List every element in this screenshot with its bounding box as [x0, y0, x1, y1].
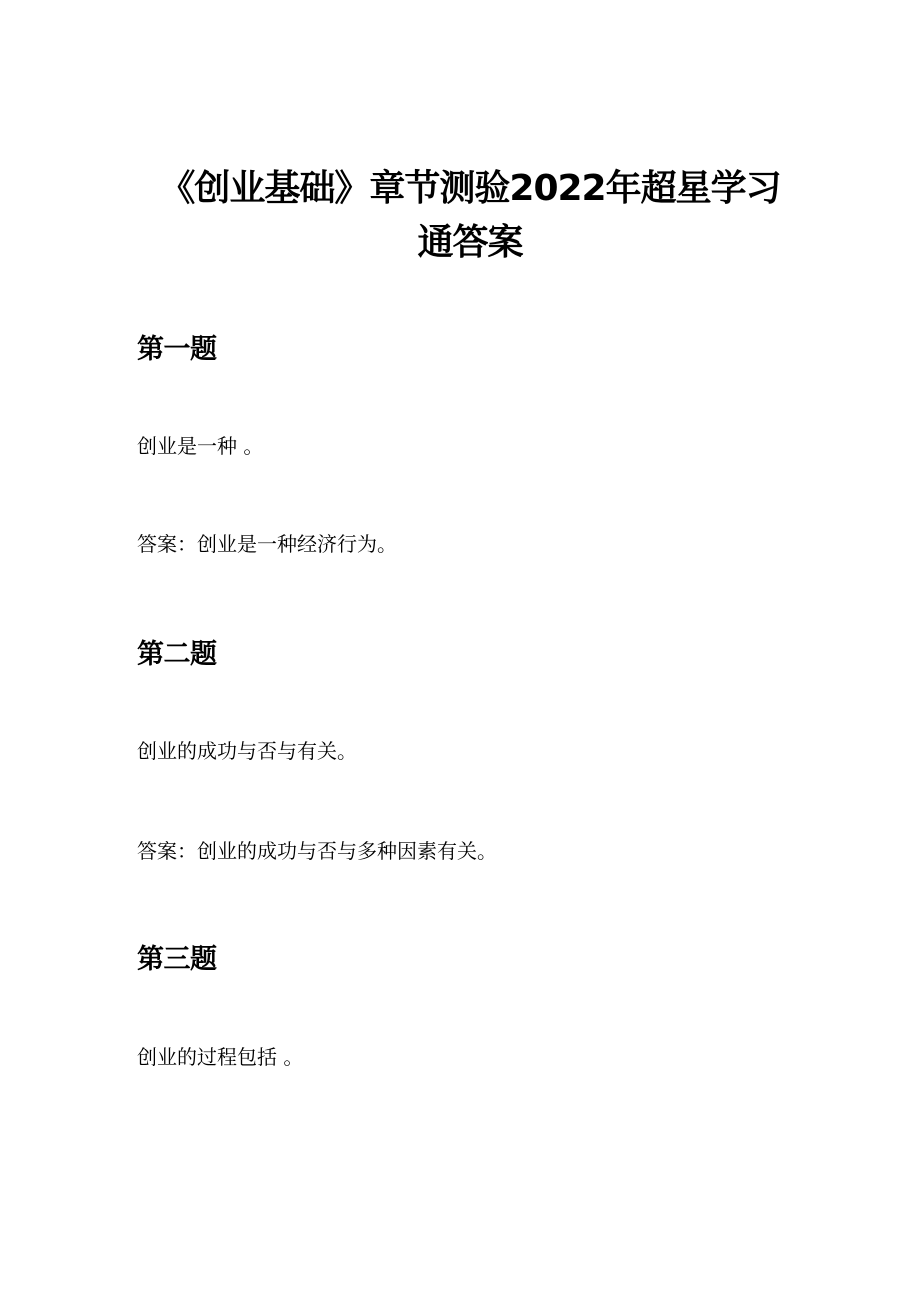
answer-text: 答案：创业是一种经济行为。: [137, 532, 397, 556]
answer-text: 答案：创业的成功与否与多种因素有关。: [137, 839, 497, 863]
question-section-3: [137, 942, 797, 1069]
question-heading: 第三题: [137, 944, 217, 975]
document-title: [140, 162, 800, 270]
question-section-2: [137, 637, 797, 863]
question-text: 创业是一种 。: [137, 434, 264, 458]
question-text: 创业的成功与否与有关。: [137, 739, 357, 763]
question-heading: 第二题: [137, 639, 217, 670]
question-text: 创业的过程包括 。: [137, 1045, 304, 1069]
document-title-line-1: 《创业基础》章节测验2022年超星学习: [159, 168, 781, 209]
question-section-1: [137, 332, 797, 556]
document-title-line-2: 通答案: [417, 222, 523, 263]
question-heading: 第一题: [137, 334, 217, 365]
